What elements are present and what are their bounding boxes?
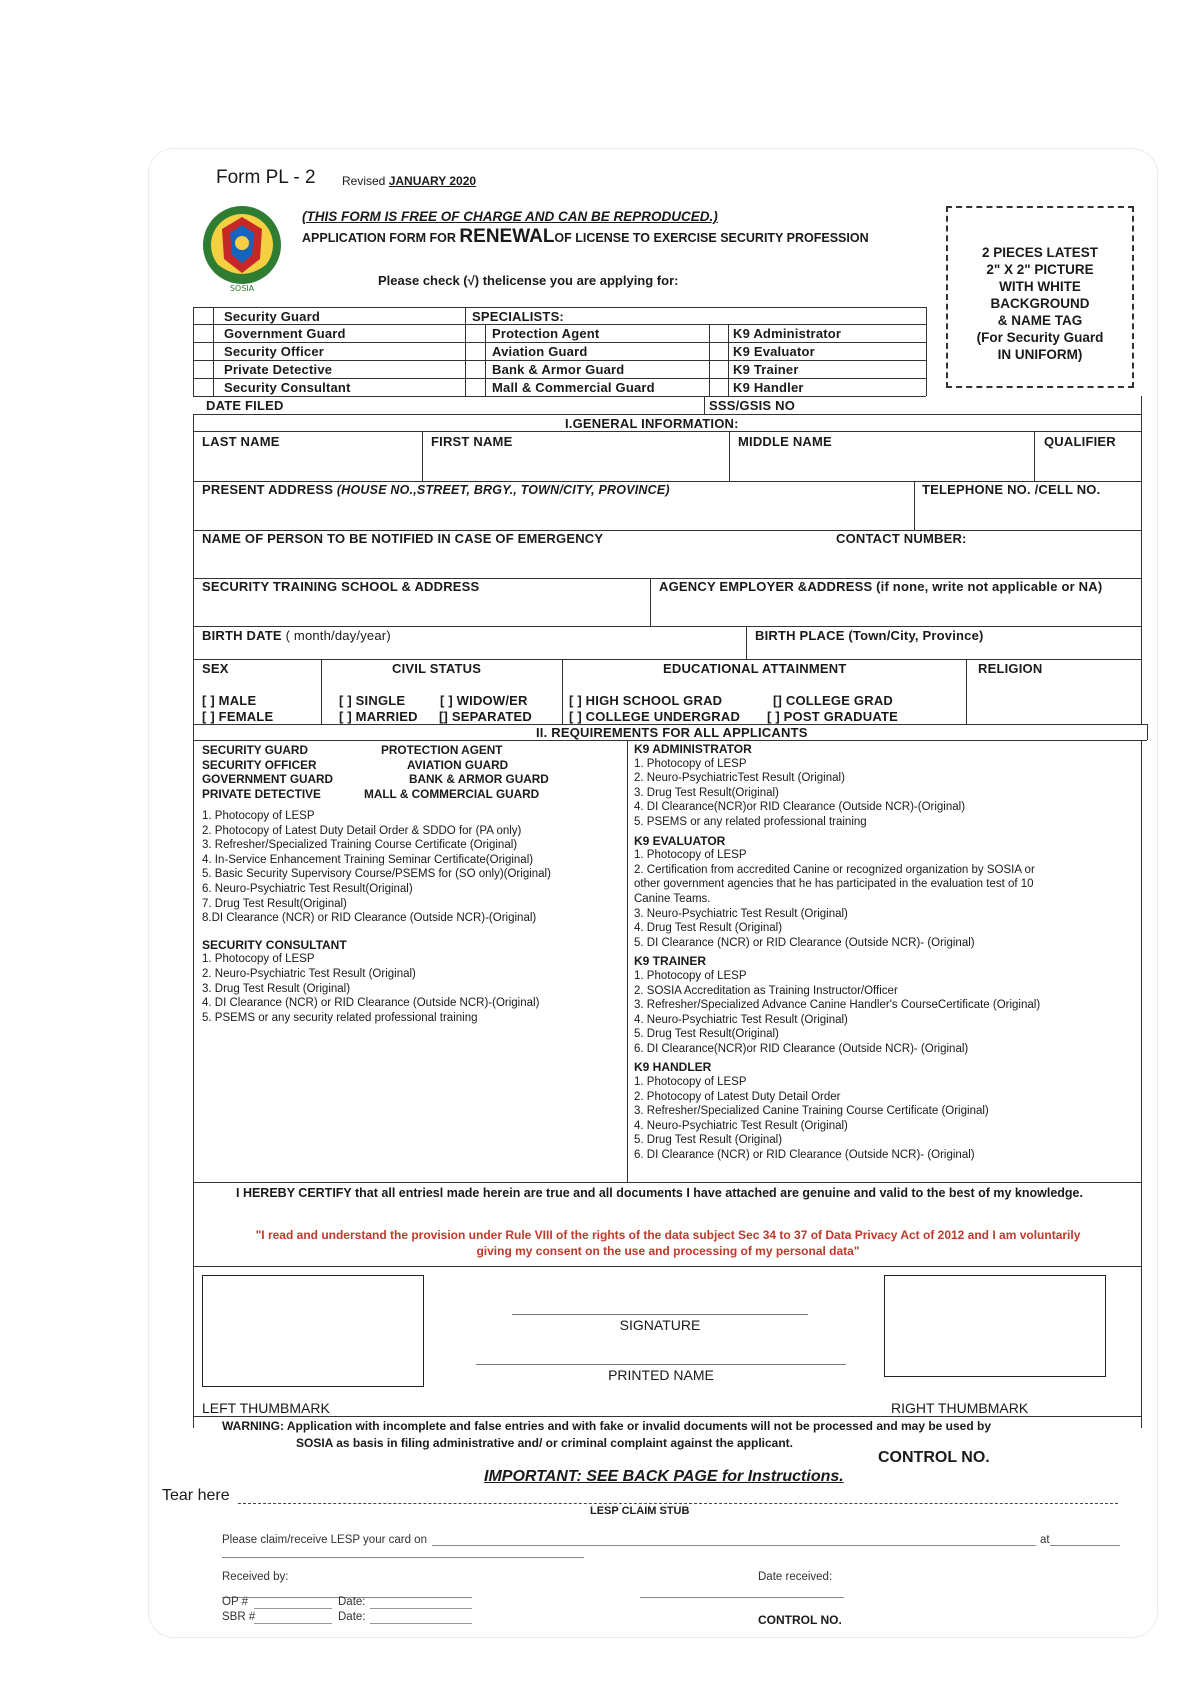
right-thumbmark-box[interactable] <box>884 1275 1106 1377</box>
civil-option-widower[interactable]: [ ] WIDOW/ER <box>440 693 528 708</box>
k9-handler-requirement: 1. Photocopy of LESP <box>634 1076 747 1089</box>
license-government-guard: Government Guard <box>224 326 346 341</box>
app-prefix: APPLICATION FORM FOR <box>302 231 456 245</box>
stub-control-no: CONTROL NO. <box>758 1613 842 1627</box>
stub-title: LESP CLAIM STUB <box>590 1505 690 1517</box>
sex-option-female[interactable]: [ ] FEMALE <box>202 709 274 724</box>
telephone-label: TELEPHONE NO. /CELL NO. <box>922 482 1101 497</box>
consultant-requirement: 4. DI Clearance (NCR) or RID Clearance (Outside NCR)-(Original) <box>202 997 540 1010</box>
requirements-left <box>202 743 622 1025</box>
left-head: GOVERNMENT GUARD <box>202 772 334 787</box>
k9-handler-requirement: 6. DI Clearance (NCR) or RID Clearance (Outside NCR)- (Original) <box>634 1149 975 1162</box>
application-title <box>302 226 869 248</box>
claim-second-line[interactable] <box>222 1557 584 1558</box>
k9-eval-requirement: 4. Drug Test Result (Original) <box>634 922 783 935</box>
privacy-consent <box>198 1228 1138 1259</box>
civil-option-single[interactable]: [ ] SINGLE <box>339 693 406 708</box>
form-id: Form PL - 2 <box>216 167 316 188</box>
claim-location-line[interactable] <box>1050 1545 1120 1546</box>
k9-trainer-requirement: 6. DI Clearance(NCR)or RID Clearance (Outside NCR)- (Original) <box>634 1042 969 1055</box>
education-label: EDUCATIONAL ATTAINMENT <box>663 661 847 676</box>
k9-handler-heading: K9 HANDLER <box>634 1060 712 1075</box>
civil-option-married[interactable]: [ ] MARRIED <box>339 709 418 724</box>
birth-date-label <box>202 628 391 643</box>
sex-label: SEX <box>202 661 229 676</box>
left-head: MALL & COMMERCIAL GUARD <box>364 786 540 801</box>
consultant-requirement: 2. Neuro-Psychiatric Test Result (Original) <box>202 967 416 980</box>
sosia-logo <box>200 203 284 295</box>
k9-eval-requirement: 5. DI Clearance (NCR) or RID Clearance (Outside NCR)- (Original) <box>634 936 975 949</box>
sss-gsis-label: SSS/GSIS NO <box>709 398 796 413</box>
requirements-right <box>634 740 1134 1163</box>
photo-line: WITH WHITE <box>999 279 1081 294</box>
address-hint: (HOUSE NO.,STREET, BRGY., TOWN/CITY, PROVINCE) <box>336 483 670 497</box>
civil-status-label: CIVIL STATUS <box>392 661 482 676</box>
edu-option-college-grad[interactable]: [] COLLEGE GRAD <box>773 693 893 708</box>
k9-eval-requirement: 1. Photocopy of LESP <box>634 849 747 862</box>
right-thumbmark-label: RIGHT THUMBMARK <box>891 1400 1029 1416</box>
k9-admin-requirement: 1. Photocopy of LESP <box>634 757 747 770</box>
left-requirement: 4. In-Service Enhancement Training Seminar Certificate(Original) <box>202 853 534 866</box>
k9-trainer-requirement: 3. Refresher/Specialized Advance Canine Handler's CourseCertificate (Original) <box>634 999 1041 1012</box>
privacy-line: "I read and understand the provision under Rule VIII of the rights of the data subject Sec 34 to 37 of Data Privacy Act of 2012 and I am voluntarily <box>255 1228 1081 1242</box>
claim-text: Please claim/receive LESP your card on <box>222 1534 427 1546</box>
k9-admin-requirement: 5. PSEMS or any related professional training <box>634 815 867 828</box>
warning-line: WARNING: Application with incomplete and false entries and with fake or invalid documents will not be processed and may be used by <box>222 1419 992 1433</box>
date-filed-label: DATE FILED <box>206 398 284 413</box>
emergency-person-label: NAME OF PERSON TO BE NOTIFIED IN CASE OF EMERGENCY <box>202 531 604 546</box>
photo-line: BACKGROUND <box>990 296 1090 311</box>
op-label: OP # <box>222 1596 248 1608</box>
sbr-label: SBR # <box>222 1611 256 1623</box>
signature-label: SIGNATURE <box>619 1317 701 1333</box>
religion-label: RELIGION <box>978 661 1043 676</box>
op-line[interactable] <box>254 1608 332 1609</box>
k9-trainer-requirement: 1. Photocopy of LESP <box>634 969 747 982</box>
photo-line: (For Security Guard <box>976 330 1104 345</box>
left-head: BANK & ARMOR GUARD <box>409 772 549 787</box>
consultant-requirement: 1. Photocopy of LESP <box>202 953 315 966</box>
printed-name-label: PRINTED NAME <box>608 1367 714 1383</box>
license-protection-agent: Protection Agent <box>492 326 600 341</box>
revised-label <box>342 174 476 188</box>
date-received-line[interactable] <box>640 1597 844 1598</box>
photo-instructions <box>946 244 1134 363</box>
qualifier-label: QUALIFIER <box>1044 434 1116 449</box>
consultant-requirement: 3. Drug Test Result (Original) <box>202 982 351 995</box>
birth-date-text: BIRTH DATE <box>202 628 282 643</box>
left-requirement: 8.DI Clearance (NCR) or RID Clearance (Outside NCR)-(Original) <box>202 912 537 925</box>
k9-admin-heading: K9 ADMINISTRATOR <box>634 742 752 756</box>
tear-here-label: Tear here <box>162 1487 230 1504</box>
k9-handler-requirement: 4. Neuro-Psychiatric Test Result (Original) <box>634 1119 848 1132</box>
k9-eval-requirement: 2. Certification from accredited Canine or recognized organization by SOSIA or <box>634 863 1035 876</box>
privacy-line: giving my consent on the use and processing of my personal data" <box>476 1243 860 1258</box>
revised-prefix: Revised <box>342 174 386 188</box>
left-heads-b <box>364 743 549 801</box>
consultant-heading: SECURITY CONSULTANT <box>202 937 347 952</box>
middle-name-label: MIDDLE NAME <box>738 434 832 449</box>
edu-option-post-graduate[interactable]: [ ] POST GRADUATE <box>767 709 898 724</box>
left-thumbmark-box[interactable] <box>202 1275 424 1387</box>
left-requirement: 6. Neuro-Psychiatric Test Result(Original) <box>202 882 413 895</box>
claim-date-line[interactable] <box>432 1545 1036 1546</box>
birth-place-label: BIRTH PLACE (Town/City, Province) <box>755 628 984 643</box>
logo-text: SOSIA <box>229 284 255 293</box>
left-heads-a <box>202 743 333 801</box>
k9-trainer-requirement: 4. Neuro-Psychiatric Test Result (Original) <box>634 1013 848 1026</box>
claim-at-label: at <box>1040 1534 1050 1546</box>
k9-handler-requirement: 3. Refresher/Specialized Canine Training Course Certificate (Original) <box>634 1105 989 1118</box>
photo-line: IN UNIFORM) <box>997 347 1083 362</box>
left-head: SECURITY GUARD <box>202 743 308 757</box>
left-requirement: 1. Photocopy of LESP <box>202 810 315 822</box>
op-date-label: Date: <box>338 1596 366 1608</box>
op-date-line[interactable] <box>370 1608 472 1609</box>
important-notice: IMPORTANT: SEE BACK PAGE for Instructions. <box>484 1468 844 1485</box>
license-security-consultant: Security Consultant <box>224 380 351 395</box>
k9-eval-requirement: Canine Teams. <box>634 892 711 905</box>
sex-option-male[interactable]: [ ] MALE <box>202 693 257 708</box>
warning-text <box>222 1418 991 1452</box>
license-aviation-guard: Aviation Guard <box>492 344 588 359</box>
left-thumbmark-label: LEFT THUMBMARK <box>202 1400 330 1416</box>
sbr-date-line[interactable] <box>370 1623 472 1624</box>
control-no-label: CONTROL NO. <box>878 1449 990 1466</box>
warning-line: SOSIA as basis in filing administrative and/ or criminal complaint against the applicant. <box>296 1436 794 1450</box>
k9-handler-requirement: 5. Drug Test Result (Original) <box>634 1134 783 1147</box>
civil-option-separated[interactable]: [] SEPARATED <box>439 709 532 724</box>
k9-admin-requirement: 3. Drug Test Result(Original) <box>634 786 779 799</box>
left-requirement: 5. Basic Security Supervisory Course/PSEMS for (SO only)(Original) <box>202 868 551 881</box>
present-address-label <box>202 482 670 497</box>
k9-trainer-requirement: 2. SOSIA Accreditation as Training Instructor/Officer <box>634 984 898 997</box>
edu-option-hs-grad[interactable]: [ ] HIGH SCHOOL GRAD <box>569 693 723 708</box>
k9-eval-requirement: other government agencies that he has participated in the evaluation test of 10 <box>634 878 1034 891</box>
left-requirement: 2. Photocopy of Latest Duty Detail Order & SDDO for (PA only) <box>202 824 522 837</box>
date-received-label: Date received: <box>758 1571 833 1583</box>
left-head: PRIVATE DETECTIVE <box>202 786 321 801</box>
certification-statement: I HEREBY CERTIFY that all entriesl made herein are true and all documents I have attached are genuine and valid to the best of my knowledge. <box>236 1186 1083 1200</box>
app-renewal: RENEWAL <box>459 226 555 247</box>
left-head: SECURITY OFFICER <box>202 757 317 772</box>
revised-date: JANUARY 2020 <box>388 174 477 188</box>
photo-line: 2" X 2" PICTURE <box>986 262 1094 277</box>
first-name-label: FIRST NAME <box>431 434 513 449</box>
license-k9-evaluator: K9 Evaluator <box>733 344 815 359</box>
present-address-text: PRESENT ADDRESS <box>202 482 334 497</box>
k9-trainer-requirement: 5. Drug Test Result(Original) <box>634 1028 779 1041</box>
sbr-date-label: Date: <box>338 1611 366 1623</box>
received-by-label: Received by: <box>222 1571 289 1583</box>
sbr-line[interactable] <box>254 1623 332 1624</box>
left-requirement: 3. Refresher/Specialized Training Course Certificate (Original) <box>202 839 518 852</box>
training-school-label: SECURITY TRAINING SCHOOL & ADDRESS <box>202 579 480 594</box>
license-bank-armor-guard: Bank & Armor Guard <box>492 362 625 377</box>
last-name-label: LAST NAME <box>202 434 280 449</box>
k9-handler-requirement: 2. Photocopy of Latest Duty Detail Order <box>634 1090 841 1103</box>
general-info-title: I.GENERAL INFORMATION: <box>565 416 739 431</box>
specialists-title: SPECIALISTS: <box>472 309 564 324</box>
consultant-requirement: 5. PSEMS or any security related professional training <box>202 1011 478 1024</box>
birth-date-hint: ( month/day/year) <box>285 628 391 643</box>
license-k9-handler: K9 Handler <box>733 380 804 395</box>
tear-line <box>238 1503 1118 1504</box>
left-head: PROTECTION AGENT <box>381 743 503 757</box>
photo-line: & NAME TAG <box>997 313 1083 328</box>
free-notice: (THIS FORM IS FREE OF CHARGE AND CAN BE REPRODUCED.) <box>302 209 718 224</box>
app-suffix: OF LICENSE TO EXERCISE SECURITY PROFESSION <box>554 231 869 245</box>
license-security-officer: Security Officer <box>224 344 325 359</box>
k9-admin-requirement: 2. Neuro-PsychiatricTest Result (Original) <box>634 772 845 785</box>
license-k9-trainer: K9 Trainer <box>733 362 799 377</box>
license-private-detective: Private Detective <box>224 362 333 377</box>
left-head: AVIATION GUARD <box>407 757 509 772</box>
photo-line: 2 PIECES LATEST <box>981 245 1099 260</box>
license-k9-administrator: K9 Administrator <box>733 326 842 341</box>
contact-number-label: CONTACT NUMBER: <box>836 531 967 546</box>
check-instruction: Please check (√) thelicense you are applying for: <box>378 273 679 288</box>
license-mall-commercial-guard: Mall & Commercial Guard <box>492 380 655 395</box>
license-security-guard: Security Guard <box>224 309 320 324</box>
left-requirement: 7. Drug Test Result(Original) <box>202 897 347 910</box>
k9-eval-requirement: 3. Neuro-Psychiatric Test Result (Original) <box>634 907 848 920</box>
k9-admin-requirement: 4. DI Clearance(NCR)or RID Clearance (Outside NCR)-(Original) <box>634 801 966 814</box>
k9-trainer-heading: K9 TRAINER <box>634 954 707 969</box>
agency-employer-label: AGENCY EMPLOYER &ADDRESS (if none, write not applicable or NA) <box>659 579 1103 594</box>
k9-eval-heading: K9 EVALUATOR <box>634 833 726 848</box>
requirements-title: II. REQUIREMENTS FOR ALL APPLICANTS <box>536 725 808 740</box>
edu-option-college-undergrad[interactable]: [ ] COLLEGE UNDERGRAD <box>569 709 741 724</box>
